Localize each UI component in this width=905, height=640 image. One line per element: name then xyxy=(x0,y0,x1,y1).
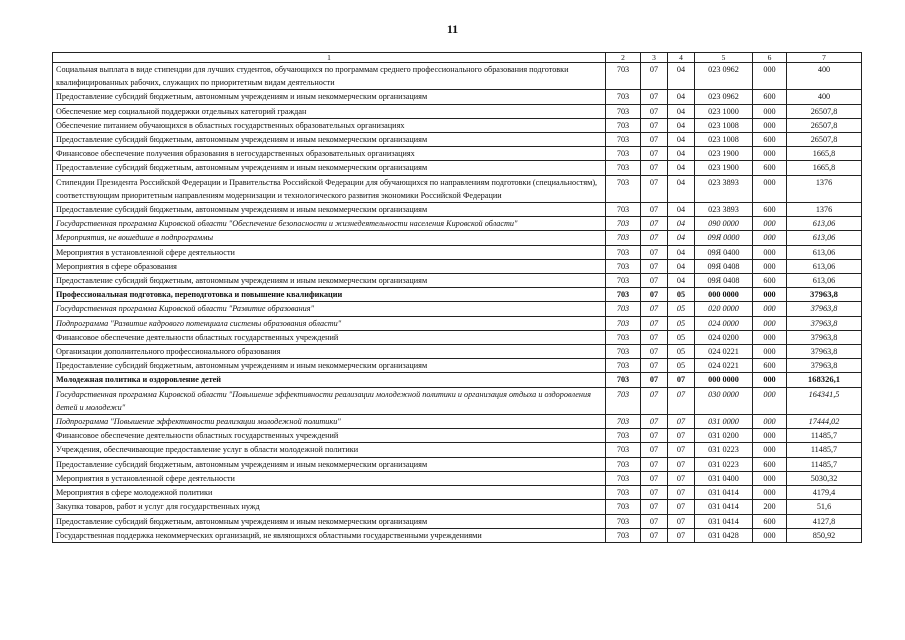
target-article-cell: 031 0223 xyxy=(695,457,753,471)
table-row xyxy=(53,302,862,316)
target-article-cell: 09Я 0408 xyxy=(695,274,753,288)
table-row xyxy=(53,259,862,273)
item-name-cell: Предоставление субсидий бюджетным, автономным учреждениям и иным некоммерческим организациям xyxy=(53,514,606,528)
table-row xyxy=(53,330,862,344)
target-article-cell: 023 3893 xyxy=(695,175,753,202)
table-body xyxy=(53,63,862,543)
table-row xyxy=(53,528,862,542)
amount-cell: 11485,7 xyxy=(787,457,862,471)
table-row xyxy=(53,316,862,330)
expense-type-cell: 000 xyxy=(753,63,787,90)
target-article-cell: 031 0200 xyxy=(695,429,753,443)
item-name-cell: Подпрограмма "Повышение эффективности реализации молодежной политики" xyxy=(53,415,606,429)
target-article-cell: 023 1000 xyxy=(695,104,753,118)
expense-type-cell: 000 xyxy=(753,443,787,457)
ministry-code-cell: 703 xyxy=(606,302,641,316)
table-row xyxy=(53,514,862,528)
ministry-code-cell: 703 xyxy=(606,457,641,471)
item-name-cell: Профессиональная подготовка, переподготовка и повышение квалификации xyxy=(53,288,606,302)
expense-type-cell: 000 xyxy=(753,429,787,443)
section-code-cell: 07 xyxy=(641,500,668,514)
table-row xyxy=(53,245,862,259)
table-row xyxy=(53,175,862,202)
target-article-cell: 024 0200 xyxy=(695,330,753,344)
section-code-cell: 07 xyxy=(641,90,668,104)
section-code-cell: 07 xyxy=(641,217,668,231)
table-row xyxy=(53,133,862,147)
expense-type-cell: 000 xyxy=(753,486,787,500)
item-name-cell: Предоставление субсидий бюджетным, автономным учреждениям и иным некоммерческим организациям xyxy=(53,203,606,217)
ministry-code-cell: 703 xyxy=(606,288,641,302)
subsection-code-cell: 04 xyxy=(668,161,695,175)
expense-type-cell: 000 xyxy=(753,373,787,387)
table-row xyxy=(53,387,862,414)
table-row xyxy=(53,63,862,90)
table-row xyxy=(53,443,862,457)
item-name-cell: Мероприятия в установленной сфере деятельности xyxy=(53,245,606,259)
subsection-code-cell: 05 xyxy=(668,330,695,344)
amount-cell: 1665,8 xyxy=(787,147,862,161)
target-article-cell: 000 0000 xyxy=(695,373,753,387)
expense-type-cell: 000 xyxy=(753,288,787,302)
amount-cell: 37963,8 xyxy=(787,302,862,316)
target-article-cell: 090 0000 xyxy=(695,217,753,231)
subsection-code-cell: 04 xyxy=(668,90,695,104)
subsection-code-cell: 04 xyxy=(668,274,695,288)
ministry-code-cell: 703 xyxy=(606,274,641,288)
ministry-code-cell: 703 xyxy=(606,203,641,217)
subsection-code-cell: 07 xyxy=(668,457,695,471)
section-code-cell: 07 xyxy=(641,274,668,288)
table-row xyxy=(53,373,862,387)
header-cell-7: 7 xyxy=(787,53,862,63)
table-row xyxy=(53,457,862,471)
expense-type-cell: 000 xyxy=(753,528,787,542)
expense-type-cell: 600 xyxy=(753,203,787,217)
amount-cell: 400 xyxy=(787,90,862,104)
amount-cell: 17444,02 xyxy=(787,415,862,429)
section-code-cell: 07 xyxy=(641,359,668,373)
target-article-cell: 024 0221 xyxy=(695,345,753,359)
target-article-cell: 020 0000 xyxy=(695,302,753,316)
expense-type-cell: 000 xyxy=(753,471,787,485)
target-article-cell: 023 3893 xyxy=(695,203,753,217)
header-row xyxy=(53,53,862,63)
expense-type-cell: 000 xyxy=(753,316,787,330)
subsection-code-cell: 04 xyxy=(668,259,695,273)
target-article-cell: 024 0221 xyxy=(695,359,753,373)
ministry-code-cell: 703 xyxy=(606,486,641,500)
ministry-code-cell: 703 xyxy=(606,161,641,175)
amount-cell: 26507,8 xyxy=(787,133,862,147)
expense-type-cell: 600 xyxy=(753,161,787,175)
subsection-code-cell: 07 xyxy=(668,415,695,429)
subsection-code-cell: 05 xyxy=(668,316,695,330)
subsection-code-cell: 07 xyxy=(668,486,695,500)
ministry-code-cell: 703 xyxy=(606,259,641,273)
item-name-cell: Обеспечение питанием обучающихся в областных государственных образовательных организациях xyxy=(53,118,606,132)
subsection-code-cell: 04 xyxy=(668,118,695,132)
amount-cell: 37963,8 xyxy=(787,345,862,359)
item-name-cell: Предоставление субсидий бюджетным, автономным учреждениям и иным некоммерческим организациям xyxy=(53,90,606,104)
expense-type-cell: 000 xyxy=(753,175,787,202)
target-article-cell: 031 0428 xyxy=(695,528,753,542)
ministry-code-cell: 703 xyxy=(606,133,641,147)
section-code-cell: 07 xyxy=(641,259,668,273)
section-code-cell: 07 xyxy=(641,302,668,316)
expense-type-cell: 600 xyxy=(753,90,787,104)
target-article-cell: 023 1900 xyxy=(695,147,753,161)
section-code-cell: 07 xyxy=(641,415,668,429)
section-code-cell: 07 xyxy=(641,514,668,528)
section-code-cell: 07 xyxy=(641,104,668,118)
target-article-cell: 031 0000 xyxy=(695,415,753,429)
expense-type-cell: 600 xyxy=(753,359,787,373)
item-name-cell: Обеспечение мер социальной поддержки отдельных категорий граждан xyxy=(53,104,606,118)
target-article-cell: 024 0000 xyxy=(695,316,753,330)
table-row xyxy=(53,345,862,359)
amount-cell: 4127,8 xyxy=(787,514,862,528)
table-row xyxy=(53,217,862,231)
amount-cell: 26507,8 xyxy=(787,104,862,118)
item-name-cell: Организации дополнительного профессионального образования xyxy=(53,345,606,359)
item-name-cell: Учреждения, обеспечивающие предоставление услуг в области молодежной политики xyxy=(53,443,606,457)
target-article-cell: 031 0400 xyxy=(695,471,753,485)
ministry-code-cell: 703 xyxy=(606,316,641,330)
expense-type-cell: 000 xyxy=(753,245,787,259)
target-article-cell: 031 0414 xyxy=(695,514,753,528)
page-number: 11 xyxy=(446,22,459,36)
expense-type-cell: 000 xyxy=(753,147,787,161)
ministry-code-cell: 703 xyxy=(606,217,641,231)
table-row xyxy=(53,500,862,514)
subsection-code-cell: 05 xyxy=(668,359,695,373)
item-name-cell: Социальная выплата в виде стипендии для лучших студентов, обучающихся по программам среднего профессионального образования подготовки квалифицированных рабочих, служащих по приоритетным видам деятельности xyxy=(53,63,606,90)
subsection-code-cell: 04 xyxy=(668,217,695,231)
header-cell-4: 4 xyxy=(668,53,695,63)
section-code-cell: 07 xyxy=(641,161,668,175)
table-row xyxy=(53,274,862,288)
table-row xyxy=(53,359,862,373)
item-name-cell: Государственная программа Кировской области "Обеспечение безопасности и жизнедеятельности населения Кировской области" xyxy=(53,217,606,231)
target-article-cell: 023 0962 xyxy=(695,90,753,104)
section-code-cell: 07 xyxy=(641,133,668,147)
expense-type-cell: 000 xyxy=(753,118,787,132)
item-name-cell: Государственная поддержка некоммерческих организаций, не являющихся областными государственными учреждениями xyxy=(53,528,606,542)
header-cell-3: 3 xyxy=(641,53,668,63)
amount-cell: 613,06 xyxy=(787,274,862,288)
amount-cell: 1376 xyxy=(787,175,862,202)
section-code-cell: 07 xyxy=(641,373,668,387)
ministry-code-cell: 703 xyxy=(606,443,641,457)
expense-type-cell: 000 xyxy=(753,259,787,273)
ministry-code-cell: 703 xyxy=(606,118,641,132)
expense-type-cell: 000 xyxy=(753,217,787,231)
target-article-cell: 09Я 0400 xyxy=(695,245,753,259)
section-code-cell: 07 xyxy=(641,231,668,245)
amount-cell: 37963,8 xyxy=(787,359,862,373)
amount-cell: 168326,1 xyxy=(787,373,862,387)
subsection-code-cell: 04 xyxy=(668,133,695,147)
subsection-code-cell: 04 xyxy=(668,245,695,259)
item-name-cell: Государственная программа Кировской области "Развитие образования" xyxy=(53,302,606,316)
table-row xyxy=(53,90,862,104)
table-row xyxy=(53,231,862,245)
ministry-code-cell: 703 xyxy=(606,90,641,104)
section-code-cell: 07 xyxy=(641,245,668,259)
expense-type-cell: 000 xyxy=(753,302,787,316)
section-code-cell: 07 xyxy=(641,387,668,414)
subsection-code-cell: 04 xyxy=(668,231,695,245)
table-row xyxy=(53,118,862,132)
subsection-code-cell: 07 xyxy=(668,373,695,387)
ministry-code-cell: 703 xyxy=(606,359,641,373)
target-article-cell: 023 1008 xyxy=(695,118,753,132)
section-code-cell: 07 xyxy=(641,457,668,471)
section-code-cell: 07 xyxy=(641,63,668,90)
target-article-cell: 09Я 0408 xyxy=(695,259,753,273)
ministry-code-cell: 703 xyxy=(606,245,641,259)
expense-type-cell: 600 xyxy=(753,133,787,147)
subsection-code-cell: 07 xyxy=(668,500,695,514)
section-code-cell: 07 xyxy=(641,316,668,330)
amount-cell: 613,06 xyxy=(787,259,862,273)
ministry-code-cell: 703 xyxy=(606,345,641,359)
item-name-cell: Финансовое обеспечение деятельности областных государственных учреждений xyxy=(53,330,606,344)
item-name-cell: Молодежная политика и оздоровление детей xyxy=(53,373,606,387)
amount-cell: 400 xyxy=(787,63,862,90)
header-cell-5: 5 xyxy=(695,53,753,63)
item-name-cell: Закупка товаров, работ и услуг для государственных нужд xyxy=(53,500,606,514)
amount-cell: 613,06 xyxy=(787,231,862,245)
expense-type-cell: 600 xyxy=(753,514,787,528)
amount-cell: 37963,8 xyxy=(787,330,862,344)
target-article-cell: 023 1008 xyxy=(695,133,753,147)
amount-cell: 164341,5 xyxy=(787,387,862,414)
ministry-code-cell: 703 xyxy=(606,175,641,202)
item-name-cell: Предоставление субсидий бюджетным, автономным учреждениям и иным некоммерческим организациям xyxy=(53,359,606,373)
subsection-code-cell: 07 xyxy=(668,514,695,528)
expense-type-cell: 200 xyxy=(753,500,787,514)
expense-type-cell: 600 xyxy=(753,274,787,288)
subsection-code-cell: 07 xyxy=(668,443,695,457)
item-name-cell: Стипендии Президента Российской Федерации и Правительства Российской Федерации для обучающихся по направлениям подготовки (специальностям), соответствующим приоритетным направлениям модернизации и технологического развития экономики Российской Федерации xyxy=(53,175,606,202)
budget-table xyxy=(52,52,862,543)
section-code-cell: 07 xyxy=(641,203,668,217)
expense-type-cell: 000 xyxy=(753,231,787,245)
item-name-cell: Финансовое обеспечение получения образования в негосударственных образовательных организациях xyxy=(53,147,606,161)
item-name-cell: Мероприятия в сфере образования xyxy=(53,259,606,273)
amount-cell: 850,92 xyxy=(787,528,862,542)
ministry-code-cell: 703 xyxy=(606,63,641,90)
expense-type-cell: 000 xyxy=(753,415,787,429)
subsection-code-cell: 07 xyxy=(668,387,695,414)
expense-type-cell: 000 xyxy=(753,345,787,359)
item-name-cell: Предоставление субсидий бюджетным, автономным учреждениям и иным некоммерческим организациям xyxy=(53,161,606,175)
amount-cell: 26507,8 xyxy=(787,118,862,132)
target-article-cell: 023 0962 xyxy=(695,63,753,90)
target-article-cell: 000 0000 xyxy=(695,288,753,302)
section-code-cell: 07 xyxy=(641,471,668,485)
ministry-code-cell: 703 xyxy=(606,500,641,514)
table-row xyxy=(53,104,862,118)
ministry-code-cell: 703 xyxy=(606,147,641,161)
section-code-cell: 07 xyxy=(641,345,668,359)
subsection-code-cell: 07 xyxy=(668,471,695,485)
amount-cell: 11485,7 xyxy=(787,443,862,457)
item-name-cell: Предоставление субсидий бюджетным, автономным учреждениям и иным некоммерческим организациям xyxy=(53,133,606,147)
section-code-cell: 07 xyxy=(641,528,668,542)
ministry-code-cell: 703 xyxy=(606,387,641,414)
subsection-code-cell: 05 xyxy=(668,302,695,316)
item-name-cell: Государственная программа Кировской области "Повышение эффективности реализации молодежной политики и организация отдыха и оздоровления детей и молодежи" xyxy=(53,387,606,414)
amount-cell: 1665,8 xyxy=(787,161,862,175)
section-code-cell: 07 xyxy=(641,288,668,302)
amount-cell: 613,06 xyxy=(787,245,862,259)
amount-cell: 37963,8 xyxy=(787,316,862,330)
ministry-code-cell: 703 xyxy=(606,330,641,344)
section-code-cell: 07 xyxy=(641,175,668,202)
item-name-cell: Предоставление субсидий бюджетным, автономным учреждениям и иным некоммерческим организациям xyxy=(53,457,606,471)
target-article-cell: 031 0414 xyxy=(695,500,753,514)
amount-cell: 5030,32 xyxy=(787,471,862,485)
subsection-code-cell: 04 xyxy=(668,175,695,202)
header-cell-6: 6 xyxy=(753,53,787,63)
section-code-cell: 07 xyxy=(641,147,668,161)
ministry-code-cell: 703 xyxy=(606,231,641,245)
table-row xyxy=(53,486,862,500)
ministry-code-cell: 703 xyxy=(606,471,641,485)
table-row xyxy=(53,288,862,302)
table-row xyxy=(53,415,862,429)
item-name-cell: Подпрограмма "Развитие кадрового потенциала системы образования области" xyxy=(53,316,606,330)
amount-cell: 51,6 xyxy=(787,500,862,514)
subsection-code-cell: 04 xyxy=(668,147,695,161)
expense-type-cell: 000 xyxy=(753,387,787,414)
ministry-code-cell: 703 xyxy=(606,528,641,542)
section-code-cell: 07 xyxy=(641,429,668,443)
item-name-cell: Мероприятия, не вошедшие в подпрограммы xyxy=(53,231,606,245)
ministry-code-cell: 703 xyxy=(606,429,641,443)
target-article-cell: 031 0223 xyxy=(695,443,753,457)
section-code-cell: 07 xyxy=(641,118,668,132)
amount-cell: 11485,7 xyxy=(787,429,862,443)
subsection-code-cell: 04 xyxy=(668,63,695,90)
target-article-cell: 031 0414 xyxy=(695,486,753,500)
item-name-cell: Мероприятия в сфере молодежной политики xyxy=(53,486,606,500)
subsection-code-cell: 04 xyxy=(668,104,695,118)
subsection-code-cell: 04 xyxy=(668,203,695,217)
section-code-cell: 07 xyxy=(641,486,668,500)
target-article-cell: 09Я 0000 xyxy=(695,231,753,245)
table-row xyxy=(53,429,862,443)
target-article-cell: 023 1900 xyxy=(695,161,753,175)
table-row xyxy=(53,203,862,217)
ministry-code-cell: 703 xyxy=(606,415,641,429)
item-name-cell: Финансовое обеспечение деятельности областных государственных учреждений xyxy=(53,429,606,443)
table-row xyxy=(53,161,862,175)
section-code-cell: 07 xyxy=(641,330,668,344)
table-row xyxy=(53,147,862,161)
ministry-code-cell: 703 xyxy=(606,104,641,118)
target-article-cell: 030 0000 xyxy=(695,387,753,414)
subsection-code-cell: 05 xyxy=(668,345,695,359)
subsection-code-cell: 07 xyxy=(668,528,695,542)
item-name-cell: Предоставление субсидий бюджетным, автономным учреждениям и иным некоммерческим организациям xyxy=(53,274,606,288)
ministry-code-cell: 703 xyxy=(606,373,641,387)
table-row xyxy=(53,471,862,485)
header-cell-2: 2 xyxy=(606,53,641,63)
subsection-code-cell: 07 xyxy=(668,429,695,443)
expense-type-cell: 000 xyxy=(753,104,787,118)
section-code-cell: 07 xyxy=(641,443,668,457)
item-name-cell: Мероприятия в установленной сфере деятельности xyxy=(53,471,606,485)
subsection-code-cell: 05 xyxy=(668,288,695,302)
amount-cell: 4179,4 xyxy=(787,486,862,500)
expense-type-cell: 600 xyxy=(753,457,787,471)
amount-cell: 37963,8 xyxy=(787,288,862,302)
ministry-code-cell: 703 xyxy=(606,514,641,528)
amount-cell: 1376 xyxy=(787,203,862,217)
header-cell-1: 1 xyxy=(53,53,606,63)
expense-type-cell: 000 xyxy=(753,330,787,344)
amount-cell: 613,06 xyxy=(787,217,862,231)
